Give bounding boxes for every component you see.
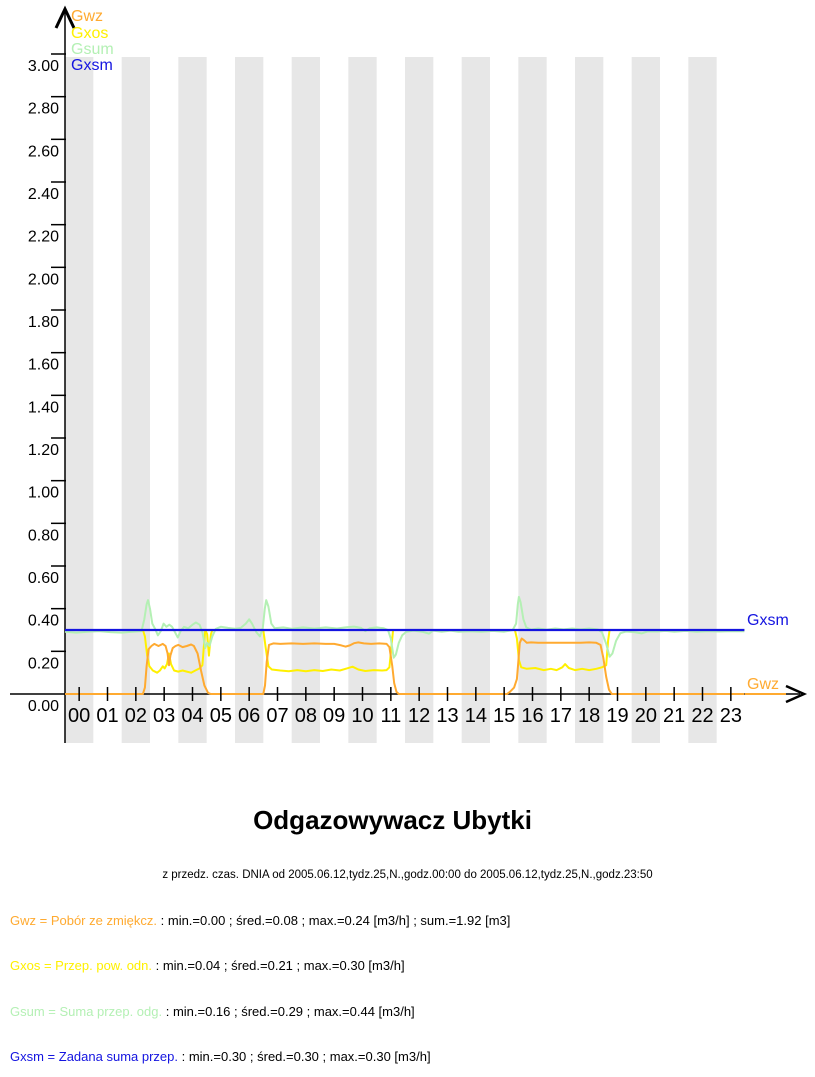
x-tick-label: 15 <box>493 705 516 727</box>
y-tick-label: 2.40 <box>27 186 59 203</box>
hour-band <box>688 57 716 743</box>
hour-band <box>348 57 376 743</box>
y-tick-label: 2.20 <box>27 228 59 246</box>
x-tick-label: 08 <box>294 705 317 727</box>
hour-band <box>178 57 206 743</box>
hour-band <box>575 57 603 743</box>
chart-subtitle: z przedz. czas. DNIA od 2005.06.12,tydz.25,N.,godz.00:00 do 2005.06.12,tydz.25,N.,godz.23:50 <box>162 869 653 881</box>
x-tick-label: 21 <box>663 705 686 727</box>
stat-line-gwz <box>10 913 510 928</box>
x-tick-label: 17 <box>549 705 572 727</box>
hour-band <box>462 57 490 743</box>
stat-values-gxsm: : min.=0.30 ; śred.=0.30 ; max.=0.30 [m3/h] <box>181 1049 431 1064</box>
stat-prefix-gxsm: Gxsm = Zadana suma przep. <box>10 1049 182 1064</box>
hour-band <box>65 57 93 743</box>
stat-line-gxsm <box>10 1049 431 1064</box>
x-tick-label: 10 <box>351 705 374 727</box>
hour-band <box>632 57 660 743</box>
x-tick-label: 09 <box>323 705 346 727</box>
x-tick-label: 03 <box>153 705 176 727</box>
stat-prefix-gxos: Gxos = Przep. pow. odn. <box>10 958 156 973</box>
x-tick-label: 22 <box>691 705 714 727</box>
y-tick-label: 0.00 <box>27 698 59 715</box>
stat-line-gxos <box>10 958 405 973</box>
y-tick-label: 2.80 <box>27 100 59 118</box>
legend-item-gsum: Gsum <box>71 41 114 58</box>
x-tick-label: 05 <box>209 705 232 727</box>
x-tick-label: 07 <box>266 705 289 727</box>
legend-item-gwz: Gwz <box>71 8 103 25</box>
stat-values-gwz: : min.=0.00 ; śred.=0.08 ; max.=0.24 [m3/h] ; sum.=1.92 [m3] <box>160 913 511 928</box>
hour-band <box>292 57 320 743</box>
x-tick-label: 23 <box>719 705 742 727</box>
chart-title: Odgazowywacz Ubytki <box>253 805 532 835</box>
x-tick-label: 00 <box>68 705 91 727</box>
x-tick-label: 14 <box>464 705 487 727</box>
y-tick-label: 0.60 <box>27 570 59 587</box>
x-tick-label: 16 <box>521 705 544 727</box>
y-tick-label: 0.20 <box>27 655 59 673</box>
y-tick-label: 1.80 <box>27 314 59 331</box>
y-tick-label: 1.40 <box>27 399 59 417</box>
x-tick-label: 20 <box>634 705 657 727</box>
stat-values-gxos: : min.=0.04 ; śred.=0.21 ; max.=0.30 [m3/h] <box>155 958 405 973</box>
x-tick-label: 13 <box>436 705 459 727</box>
y-tick-label: 1.60 <box>27 356 59 374</box>
y-tick-label: 1.20 <box>27 442 59 459</box>
line-label-gwz: Gwz <box>747 676 779 693</box>
x-tick-label: 18 <box>578 705 601 727</box>
y-tick-label: 2.00 <box>27 271 59 289</box>
x-tick-label: 11 <box>380 705 402 727</box>
x-tick-label: 01 <box>96 705 119 727</box>
legend-item-gxsm: Gxsm <box>71 57 113 74</box>
y-tick-label: 1.00 <box>27 484 59 502</box>
y-tick-label: 3.00 <box>27 58 59 75</box>
y-tick-label: 2.60 <box>27 143 59 161</box>
hour-band <box>235 57 263 743</box>
stat-values-gsum: : min.=0.16 ; śred.=0.29 ; max.=0.44 [m3/h] <box>165 1004 415 1019</box>
x-tick-label: 06 <box>238 705 261 727</box>
y-tick-label: 0.40 <box>27 612 59 630</box>
x-tick-label: 02 <box>124 705 147 727</box>
x-tick-label: 19 <box>606 705 629 727</box>
stat-prefix-gsum: Gsum = Suma przep. odg. <box>10 1004 166 1019</box>
x-tick-label: 12 <box>408 705 431 727</box>
x-tick-label: 04 <box>181 705 204 727</box>
legend-item-gxos: Gxos <box>71 25 109 42</box>
y-tick-label: 0.80 <box>27 527 59 545</box>
hour-band <box>405 57 433 743</box>
stat-prefix-gwz: Gwz = Pobór ze zmiękcz. <box>10 913 161 928</box>
stat-line-gsum <box>10 1004 415 1019</box>
line-label-gxsm: Gxsm <box>747 612 789 629</box>
